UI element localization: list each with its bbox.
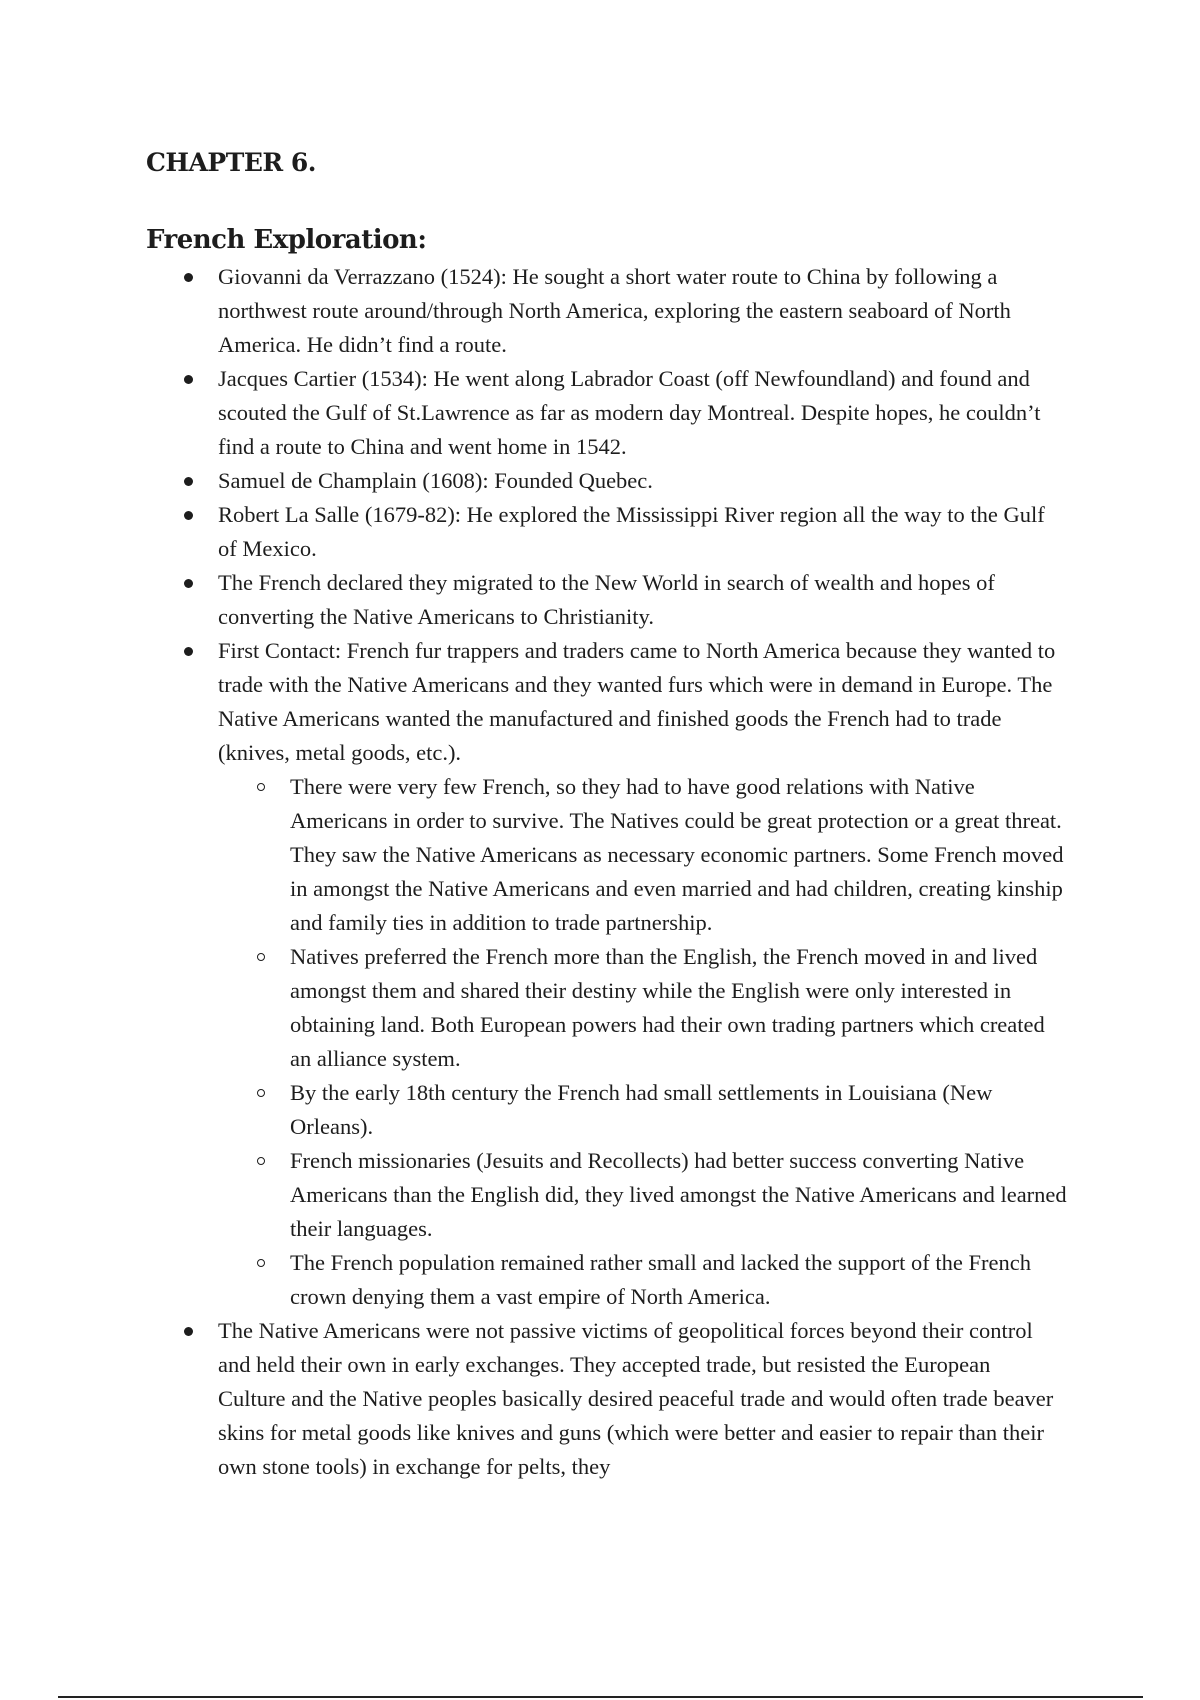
bullet-item xyxy=(0,1314,1058,1484)
sub-bullet-item xyxy=(218,1144,1070,1246)
bullet-dot-icon xyxy=(184,647,193,656)
bullet-text: The Native Americans were not passive victims of geopolitical forces beyond their control and held their own in early exchanges. They accepted trade, but resisted the European Culture and the Native peoples basically desired peaceful trade and would often trade beaver skins for metal goods like knives and guns (which were better and easier to repair than their own stone tools) in exchange for pelts, they xyxy=(218,1318,1054,1479)
footer-divider xyxy=(58,1696,1143,1698)
chapter-title: CHAPTER 6. xyxy=(146,148,316,177)
bullet-list xyxy=(0,260,1200,1484)
sub-bullet-item xyxy=(218,1076,1070,1144)
bullet-dot-icon xyxy=(184,375,193,384)
bullet-text: The French declared they migrated to the New World in search of wealth and hopes of converting the Native Americans to Christianity. xyxy=(218,570,995,629)
bullet-text: Giovanni da Verrazzano (1524): He sought a short water route to China by following a northwest route around/through North America, exploring the eastern seaboard of North America. He didn’t find a route. xyxy=(218,264,1011,357)
sub-bullet-item xyxy=(218,770,1070,940)
sub-bullet-text: By the early 18th century the French had small settlements in Louisiana (New Orleans). xyxy=(290,1080,993,1139)
bullet-item xyxy=(0,362,1058,464)
sub-bullet-list xyxy=(218,770,1067,1314)
hollow-bullet-icon xyxy=(257,1157,265,1165)
hollow-bullet-icon xyxy=(257,1259,265,1267)
bullet-text: Samuel de Champlain (1608): Founded Quebec. xyxy=(218,468,653,493)
hollow-bullet-icon xyxy=(257,1089,265,1097)
bullet-dot-icon xyxy=(184,579,193,588)
bullet-text: Jacques Cartier (1534): He went along Labrador Coast (off Newfoundland) and found and scouted the Gulf of St.Lawrence as far as modern day Montreal. Despite hopes, he couldn’t find a route to China and went home in 1542. xyxy=(218,366,1041,459)
bullet-item xyxy=(0,634,1067,1314)
bullet-item xyxy=(0,498,1058,566)
bullet-dot-icon xyxy=(184,1327,193,1336)
bullet-item xyxy=(0,566,1058,634)
sub-bullet-text: The French population remained rather small and lacked the support of the French crown denying them a vast empire of North America. xyxy=(290,1250,1032,1309)
bullet-item xyxy=(0,260,1058,362)
bullet-dot-icon xyxy=(184,511,193,520)
sub-bullet-text: French missionaries (Jesuits and Recollects) had better success converting Native Americans than the English did, they lived amongst the Native Americans and learned their languages. xyxy=(290,1148,1067,1241)
hollow-bullet-icon xyxy=(257,953,265,961)
hollow-bullet-icon xyxy=(257,783,265,791)
sub-bullet-item xyxy=(218,1246,1070,1314)
bullet-text: First Contact: French fur trappers and traders came to North America because they wanted to trade with the Native Americans and they wanted furs which were in demand in Europe. The Native Americans wanted the manufactured and finished goods the French had to trade (knives, metal goods, etc.). xyxy=(218,638,1056,765)
bullet-text: Robert La Salle (1679-82): He explored the Mississippi River region all the way to the Gulf of Mexico. xyxy=(218,502,1045,561)
bullet-dot-icon xyxy=(184,273,193,282)
sub-bullet-text: There were very few French, so they had to have good relations with Native Americans in order to survive. The Natives could be great protection or a great threat. They saw the Native Americans as necessary economic partners. Some French moved in amongst the Native Americans and even married and had children, creating kinship and family ties in addition to trade partnership. xyxy=(290,774,1064,935)
bullet-item xyxy=(0,464,1058,498)
section-heading: French Exploration: xyxy=(146,225,427,255)
sub-bullet-item xyxy=(218,940,1070,1076)
sub-bullet-text: Natives preferred the French more than the English, the French moved in and lived amongst them and shared their destiny while the English were only interested in obtaining land. Both European powers had their own trading partners which created an alliance system. xyxy=(290,944,1045,1071)
bullet-dot-icon xyxy=(184,477,193,486)
